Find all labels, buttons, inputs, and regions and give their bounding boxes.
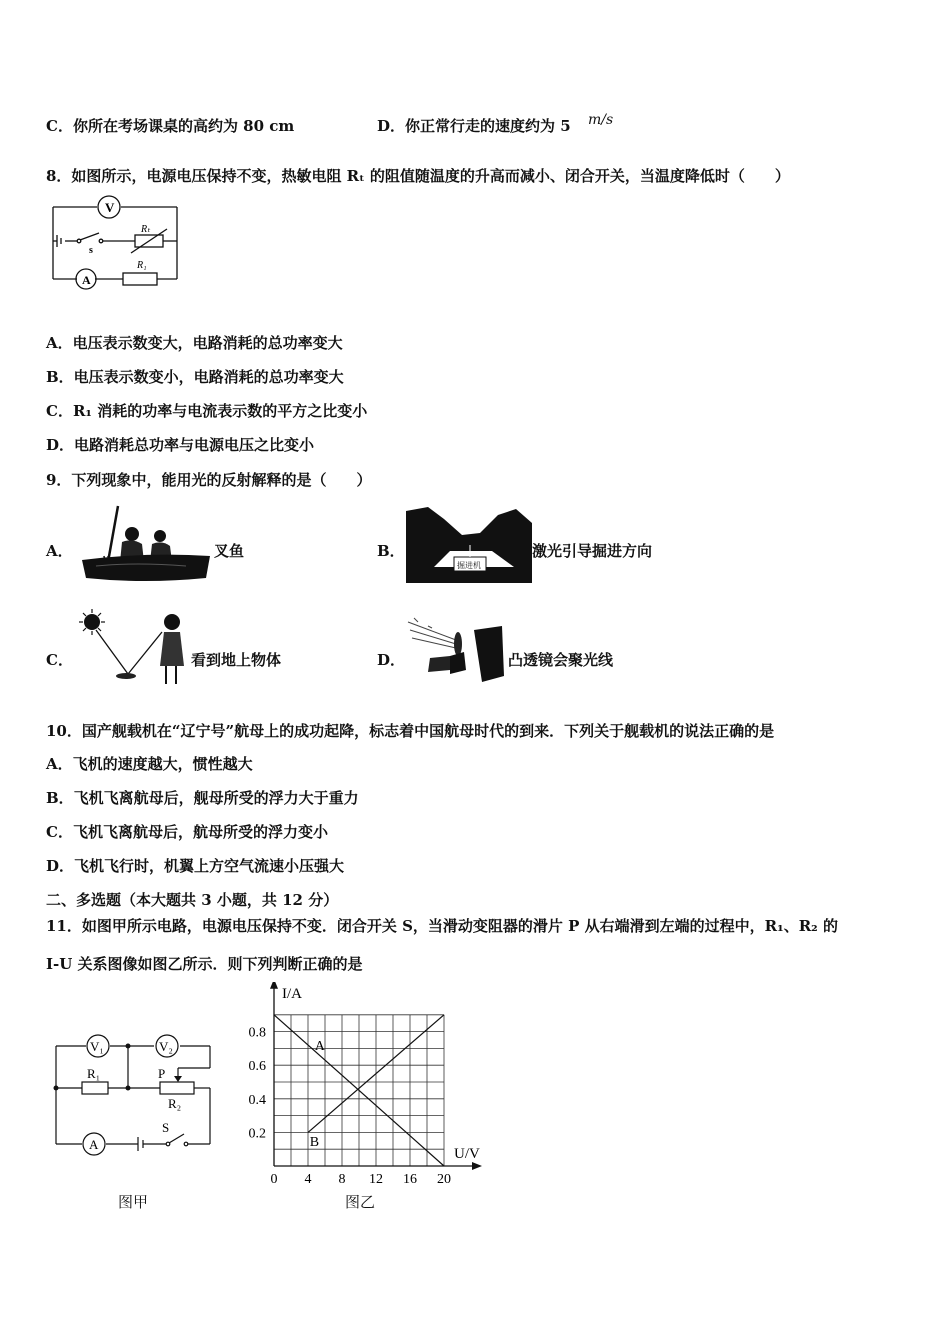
x-tick-label: 20 bbox=[437, 1172, 451, 1187]
section-title: 二、多选题（本大题共 3 小题，共 12 分） bbox=[46, 891, 339, 909]
q8-option-a: A．电压表示数变大，电路消耗的总功率变大 bbox=[46, 334, 343, 352]
q8-rt-label: Rₜ bbox=[141, 224, 151, 235]
x-tick-label: 16 bbox=[403, 1172, 417, 1187]
y-axis-label: I/A bbox=[282, 986, 302, 1002]
q7-option-d-unit: m/s bbox=[588, 112, 614, 128]
q8-stem: 8．如图所示，电源电压保持不变，热敏电阻 Rₜ 的阻值随温度的升高而减小、闭合开关，当温度降低时（ ） bbox=[46, 167, 790, 185]
q8-r1-label: R₁ bbox=[137, 260, 147, 271]
q11-ammeter-label: A bbox=[89, 1137, 99, 1152]
x-tick-label: 8 bbox=[338, 1172, 346, 1187]
q11-v1-label: V₁ bbox=[90, 1039, 104, 1054]
q11-r1-label: R₁ bbox=[87, 1066, 101, 1081]
q8-option-d: D．电路消耗总功率与电源电压之比变小 bbox=[46, 436, 315, 454]
q9-option-d-text: 凸透镜会聚光线 bbox=[508, 651, 614, 669]
y-tick-label: 0.4 bbox=[248, 1092, 266, 1108]
q9-option-b-text: 激光引导掘进方向 bbox=[532, 542, 653, 560]
x-tick-label: 12 bbox=[369, 1172, 383, 1187]
q10-option-a: A．飞机的速度越大，惯性越大 bbox=[46, 755, 253, 773]
convex-lens-image bbox=[406, 612, 508, 688]
q9-option-a-text: 叉鱼 bbox=[214, 542, 245, 560]
q11-stem-line1: 11．如图甲所示电路，电源电压保持不变．闭合开关 S，当滑动变阻器的滑片 P 从右端滑到左端的过程中，R₁、R₂ 的 bbox=[46, 917, 838, 935]
q8-switch-label: s bbox=[89, 245, 93, 256]
q11-caption-a: 图甲 bbox=[118, 1193, 149, 1211]
y-tick-label: 0.2 bbox=[248, 1126, 266, 1142]
q8-voltmeter-label: V bbox=[105, 200, 115, 215]
x-axis-arrow bbox=[472, 1162, 482, 1170]
x-tick-label: 0 bbox=[270, 1172, 278, 1187]
q11-v2-label: V₂ bbox=[159, 1039, 173, 1054]
q7-option-d: D．你正常行走的速度约为 5 bbox=[377, 117, 571, 135]
q11-switch-label: S bbox=[162, 1120, 170, 1135]
q11-r2-label: R₂ bbox=[168, 1096, 182, 1111]
q10-option-b: B．飞机飞离航母后，舰母所受的浮力大于重力 bbox=[46, 789, 359, 807]
fishing-boat-image bbox=[76, 500, 214, 584]
q9-option-c-text: 看到地上物体 bbox=[191, 651, 282, 669]
q11-stem-line2: I-U 关系图像如图乙所示．则下列判断正确的是 bbox=[46, 955, 363, 973]
q9-option-b-letter: B． bbox=[377, 542, 405, 560]
q8-circuit-diagram bbox=[45, 195, 185, 303]
q11-iu-chart bbox=[240, 982, 490, 1190]
q9-option-d-letter: D． bbox=[377, 651, 406, 669]
q11-p-label: P bbox=[158, 1066, 166, 1081]
q7-option-c: C．你所在考场课桌的高约为 80 cm bbox=[46, 117, 295, 135]
y-tick-label: 0.8 bbox=[248, 1025, 266, 1041]
q11-caption-b: 图乙 bbox=[345, 1193, 376, 1211]
series-label-A: A bbox=[314, 1039, 325, 1055]
q9-b-sign: 掘进机 bbox=[457, 561, 481, 570]
q10-option-d: D．飞机飞行时，机翼上方空气流速小压强大 bbox=[46, 857, 345, 875]
q8-ammeter-label: A bbox=[82, 273, 91, 287]
y-axis-arrow bbox=[270, 982, 278, 989]
q8-option-c: C．R₁ 消耗的功率与电流表示数的平方之比变小 bbox=[46, 402, 368, 420]
q9-stem: 9．下列现象中，能用光的反射解释的是（ ） bbox=[46, 471, 372, 489]
q8-option-b: B．电压表示数变小，电路消耗的总功率变大 bbox=[46, 368, 344, 386]
q10-stem: 10．国产舰载机在“辽宁号”航母上的成功起降，标志着中国航母时代的到来．下列关于舰载机的说法正确的是 bbox=[46, 722, 775, 740]
sun-reflection-image bbox=[74, 608, 192, 688]
q9-option-a-letter: A． bbox=[46, 542, 73, 560]
laser-tunnel-image bbox=[406, 505, 532, 583]
x-tick-label: 4 bbox=[304, 1172, 312, 1187]
x-axis-label: U/V bbox=[454, 1146, 480, 1162]
q10-option-c: C．飞机飞离航母后，航母所受的浮力变小 bbox=[46, 823, 328, 841]
q9-option-c-letter: C． bbox=[46, 651, 73, 669]
series-label-B: B bbox=[309, 1134, 320, 1150]
y-tick-label: 0.6 bbox=[248, 1059, 266, 1075]
q11-circuit-diagram bbox=[48, 1024, 220, 1156]
